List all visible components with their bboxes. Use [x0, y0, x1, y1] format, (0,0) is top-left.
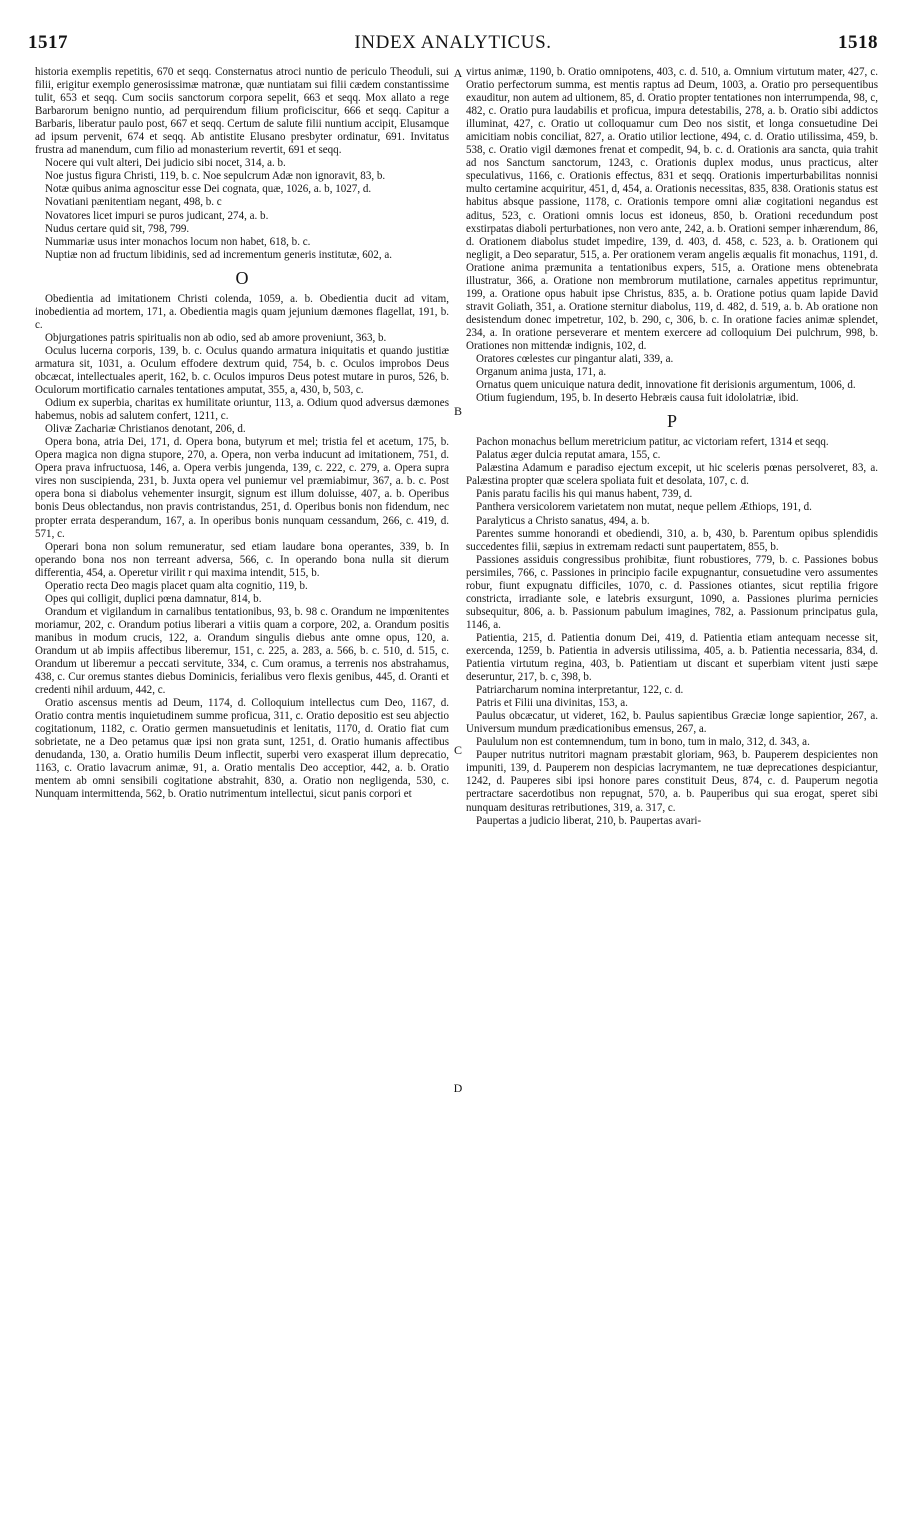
margin-letter-d: D: [453, 1081, 463, 1095]
index-entry: Oratio ascensus mentis ad Deum, 1174, d. Colloquium intellectus cum Deo, 1167, d. Oratio contra mentis inquietudinem summe proficua, 311, c. Oratio depositio est seu abjectio cogitationum, 1182, c. Oratio germen mansuetudinis et lenitatis, 1170, d. Oratio fiat cum sobrietate, ne a Deo petamus quæ ipsi non grata sunt, 1251, d. Oratio humanis affectibus denudanda, 130, a. Oratio humilis Deum inflectit, superbi vero exasperat illum deprecatio, 1163, c. Oratio lavacrum animæ, 91, a. Oratio mentalis Deo acceptior, 442, a. b. Oratio mentem ab omni sensibili cogitatione abstrahit, 830, a. Oratio non negligenda, 530, c. Nunquam intermittenda, 562, b. Oratio nutrimentum intellectui, sicut panis corpori et: [35, 697, 449, 801]
index-entry: Panthera versicolorem varietatem non mutat, neque pellem Æthiops, 191, d.: [476, 501, 812, 514]
section-letter-p: P: [666, 411, 677, 432]
index-entry: Nudus certare quid sit, 798, 799.: [45, 222, 190, 235]
index-entry: Paupertas a judicio liberat, 210, b. Paupertas avari-: [476, 814, 702, 827]
index-entry: Paulus obcæcatur, ut videret, 162, b. Paulus sapientibus Græciæ longe sapientior, 267, a. Universum mundum prædicationibus emensus, 267, a.: [466, 710, 878, 736]
index-entry: Nummariæ usus inter monachos locum non habet, 618, b. c.: [45, 235, 311, 248]
index-entry: Odium ex superbia, charitas ex humilitate oriuntur, 113, a. Odium quod adversus dæmones habemus, nobis ad salutem confert, 1211, c.: [35, 397, 449, 423]
index-entry: historia exemplis repetitis, 670 et seqq. Consternatus atroci nuntio de periculo Theoduli, sui filii, erigitur exemplo generosissimæ matronæ, quæ nuntiatam sui filii cædem constantissime tulit, 653 et seqq. Cum sociis sanctorum corpora sepelit, 663 et seqq. Mox allato a rege Barbarorum benigno nuntio, ad perquirendum filium proficiscitur, 666 et seqq. Capitur a Barbaris, liberatur paulo post, 667 et seqq. Certum de salute filii nuntium accipit, Elusamque ad ipsum pervenit, 674 et seqq. Ab antistite Elusano presbyter ordinatur, 691. Invitatus frustra ad manendum, cum filio ad monasterium revertit, 691 et seqq.: [35, 66, 449, 157]
index-entry: Notæ quibus anima agnoscitur esse Dei cognata, quæ, 1026, a. b, 1027, d.: [45, 183, 372, 196]
index-entry: Olivæ Zachariæ Christianos denotant, 206, d.: [45, 423, 246, 436]
index-entry: Otium fugiendum, 195, b. In deserto Hebræis causa fuit idololatriæ, ibid.: [476, 392, 799, 405]
index-entry: Noe justus figura Christi, 119, b. c. Noe sepulcrum Adæ non ignoravit, 83, b.: [45, 170, 386, 183]
index-entry: Passiones assiduis congressibus prohibitæ, fiunt robustiores, 779, b. c. Passiones bobus persimiles, 766, c. Passiones in principio facile expugnantur, consuetudine vero assumentes robur, fiunt expugnatu difficiles, 1070, c. d. Passiones otiantes, sicut reptilia frigore constricta, irradiante sole, e latebris exsurgunt, 1090, a. Passiones plurima pernicies subsequitur, 806, a. b. Passionum pabulum imagines, 782, a. Passionum principatus gula, 1146, a.: [466, 553, 878, 631]
index-entry: Palæstina Adamum e paradiso ejectum excepit, ut hic sceleris pœnas persolveret, 83, a. Palæstina propter quæ scelera spoliata fuit et desolata, 107, c. d.: [466, 462, 878, 488]
margin-letter-b: B: [453, 404, 462, 418]
index-entry: virtus animæ, 1190, b. Oratio omnipotens, 403, c. d. 510, a. Omnium virtutum mater, 427, c. Oratio perfectorum summa, est mentis raptus ad Deum, 1003, a. Oratio pro persequentibus exauditur, non autem ad ultionem, 85, d. Oratio propter tentationes non interrumpenda, 98, c, 482, c. Oratio pura laudabilis et proficua, impura detestabilis, 278, a. b. Oratio sibi addictos illuminat, 427, c. Oratio ut colloquamur cum Deo nos sistit, et longa consuetudine Dei amicitiam nobis conciliat, 827, a. Oratio utilior lectione, 494, c. d. Oratio utilissima, 459, b. 538, c. Oratio vigil dæmones frenat et compedit, 94, b. c. d. Orationis ara sancta, quia trahit ad nos Sanctum sanctorum, 1243, c. Orationis duplex modus, unus practicus, alter speculativus, 1166, c. Orationis effectus, 831 et seqq. Orationis imperturbabilitas nonnisi multo certamine acquiritur, 451, d, 454, a. Orationis necessitas, 835, 838. Orationis status est habitus absque passione, 1178, c. Orationis tempore omni aliæ cogitationi negandus est aditus, 523, c. Orationi omnis locus est idoneus, 850, b. Orationi recedundum post exstirpatas diaboli perturbationes, non vero ante, 242, a. b. Orationi semper inhærendum, 86, d. Orationem diabolus studet impedire, 139, d. 403, d. 458, c. 523, a. b. Orationem qui negligit, a Deo separatur, 515, a. Per orationem veram angelis æqualis fit monachus, 1191, d. Oratione anima præmunita a tentationibus expers, 515, a. Oratione mens obtenebrata illustratur, 366, a. Oratione non membrorum mutilatione, carnales appetitus reprimuntur, 199, a. Oratione opus habuit ipse Christus, 835, a. b. Oratione potius quam lapide David stravit Goliath, 351, a. Oratione sternitur diabolus, 119, d. 482, d. 519, a. b. Ab oratione non desistendum donec impetretur, 102, b. 290, c, 306, b. c. In oratione facies animæ splendet, 234, a. In oratione perseverare et mentem exercere ad colloquium Dei pulchrum, 998, b. Orationes non mittendæ indignis, 102, d.: [466, 66, 878, 352]
index-entry: Organum anima justa, 171, a.: [476, 366, 607, 379]
index-entry: Palatus æger dulcia reputat amara, 155, c.: [476, 449, 661, 462]
index-entry: Panis paratu facilis his qui manus habent, 739, d.: [476, 488, 693, 501]
margin-letter-c: C: [453, 743, 462, 757]
right-column: [466, 66, 878, 828]
page-number-right: 1518: [838, 32, 878, 53]
index-entry: Oculus lucerna corporis, 139, b. c. Oculus quando armatura iniquitatis et quando justitiæ armatura sit, 1031, a. Oculum effodere dextrum quid, 754, b. c. Oculos improbos Deus obcæcat, intellectuales aperit, 162, b. c. Oculos impuros Deus potest mutare in puros, 526, b. Oculorum mortificatio carnales tentationes amputat, 355, a, 430, b, 503, c.: [35, 344, 449, 397]
margin-letter-a: A: [453, 66, 463, 80]
index-entry: Patriarcharum nomina interpretantur, 122, c. d.: [476, 684, 684, 697]
index-entry: Nocere qui vult alteri, Dei judicio sibi nocet, 314, a. b.: [45, 157, 286, 170]
index-entry: Pachon monachus bellum meretricium patitur, ac victoriam refert, 1314 et seqq.: [476, 436, 829, 449]
index-entry: Novatores licet impuri se puros judicant, 274, a. b.: [45, 209, 269, 222]
page-number-left: 1517: [28, 32, 68, 53]
index-entry: Ornatus quem unicuique natura dedit, innovatione fit derisionis argumentum, 1006, d.: [476, 379, 856, 392]
left-column: [35, 66, 449, 802]
index-entry: Obedientia ad imitationem Christi colenda, 1059, a. b. Obedientia ducit ad vitam, inobedientia ad mortem, 171, a. Obedientia magis quam jejunium dæmones flagellat, 191, b. c.: [35, 292, 449, 331]
index-entry: Opera bona, atria Dei, 171, d. Opera bona, butyrum et mel; tristia fel et acetum, 175, b. Opera magica non digna stupore, 270, a. Opera, non verba inducunt ad imitationem, 751, d. Opera prava infructuosa, 146, a. Opera verbis jungenda, 139, c. 222, c. 279, a. Opera supra vires non suscipienda, 231, b. Juxta opera vel puniemur vel præmiabimur, 367, a. b. c. Post opera bona si diabolus vehementer insurgit, signum est illum doluisse, 407, a. b. Operibus bonis Deus oblectandus, non pravis contristandus, 251, d. Operibus bonis non fidendum, nec propter errata desperandum, 167, a. In operibus bonis nunquam cessandum, 266, c. 419, d. 571, c.: [35, 436, 449, 540]
index-entry: Objurgationes patris spiritualis non ab odio, sed ab amore proveniunt, 363, b.: [45, 331, 387, 344]
running-title: INDEX ANALYTICUS.: [354, 32, 552, 53]
index-entry: Paralyticus a Christo sanatus, 494, a. b.: [476, 514, 650, 527]
index-entry: Patientia, 215, d. Patientia donum Dei, 419, d. Patientia etiam antequam necesse sit, exercenda, 1259, b. Patientia in adversis utilissima, 405, a. b. Patientia necessaria, 834, d. Patientia virtutum regina, 403, b. Patientiam ut discant et superbiam vitent justi sæpe deseruntur, 217, b. c, 398, b.: [466, 631, 878, 684]
index-entry: Novatiani pænitentiam negant, 498, b. c: [45, 196, 222, 209]
index-entry: Nuptiæ non ad fructum libidinis, sed ad incrementum generis institutæ, 602, a.: [45, 248, 393, 261]
index-entry: Pauper nutritus nutritori magnam præstabit gloriam, 963, b. Pauperem despicientes non impuniti, 139, d. Pauperem non despicias lacrymantem, ne tuæ deprecationes despiciantur, 1242, d. Pauperes sibi ipsi honore pares constituit Deus, 874, c. d. Pauperum negotia pertractare sacerdotibus non repugnat, 570, a. b. Pauperibus qui sua erogat, speret sibi nunquam desituras retributiones, 319, a. 317, c.: [466, 749, 878, 814]
index-entry: Orandum et vigilandum in carnalibus tentationibus, 93, b. 98 c. Orandum ne impœnitentes moriamur, 202, c. Orandum potius liberari a vitiis quam a corpore, 202, a. Orandum positis manibus in modum crucis, 122, a. Orandum singulis diebus ante omne opus, 120, a. Orandum ut ab impiis affectibus liberemur, 151, c. 225, a. 283, a. 566, b. c. 510, d. 515, c. Orandum ut liberemur a peccati servitute, 334, c. Cum oramus, a terrenis nos abstrahamus, 438, c. Cur oremus stantes diebus Dominicis, ferialibus vero flexis genibus, 445, d. Oranti et credenti nihil arduum, 442, c.: [35, 605, 449, 697]
index-entry: Paululum non est contemnendum, tum in bono, tum in malo, 312, d. 343, a.: [476, 736, 810, 749]
page-header: [28, 28, 878, 62]
index-entry: Operari bona non solum remuneratur, sed etiam laudare bona operantes, 339, b. In operando bona nos non terreant adversa, 566, c. In operando bona nulla sit dierum differentia, 454, a. Operetur virilit r qui maxima intendit, 515, b.: [35, 540, 449, 579]
index-entry: Patris et Filii una divinitas, 153, a.: [476, 697, 628, 710]
section-letter-o: O: [235, 267, 249, 288]
index-entry: Parentes summe honorandi et obediendi, 310, a. b, 430, b. Parentum opibus splendidis succedentes filii, sæpius in extremam redacti sunt paupertatem, 855, b.: [466, 527, 878, 553]
index-entry: Operatio recta Deo magis placet quam alta cognitio, 119, b.: [45, 579, 308, 592]
index-entry: Opes qui colligit, duplici pœna damnatur, 814, b.: [45, 592, 262, 605]
index-entry: Oratores cœlestes cur pingantur alati, 339, a.: [476, 353, 674, 366]
